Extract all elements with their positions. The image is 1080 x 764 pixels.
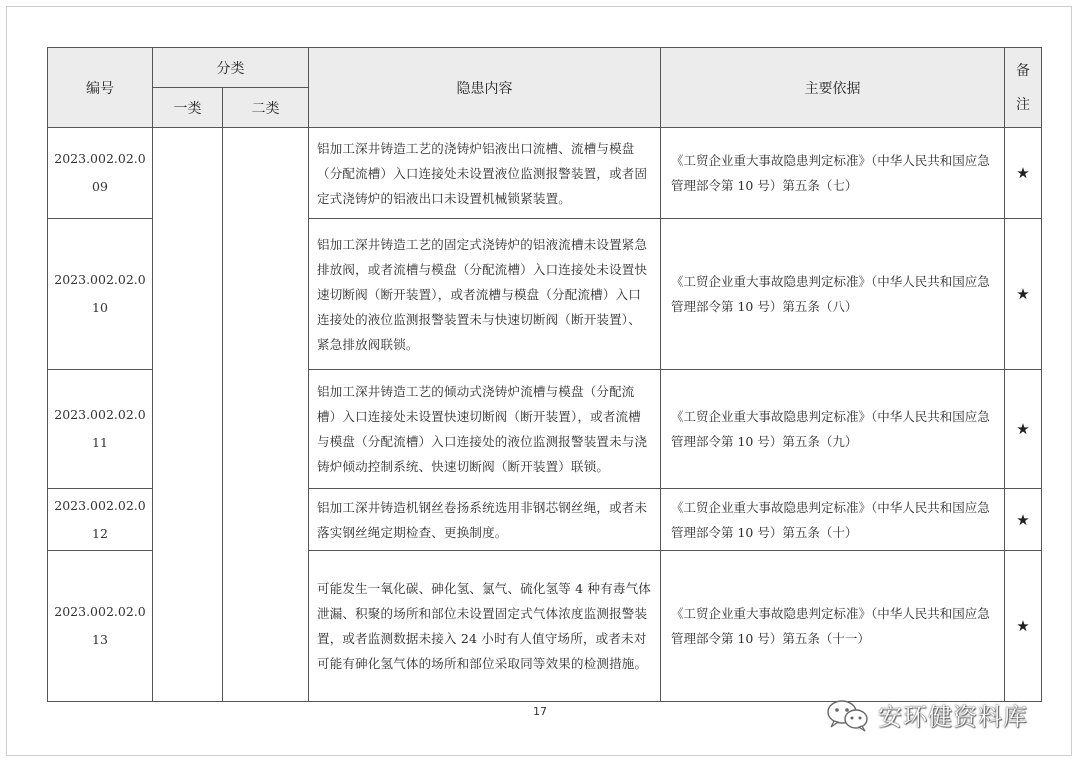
star-icon: ★ [1005,551,1042,702]
row-content: 铝加工深井铸造工艺的固定式浇铸炉的铝液流槽未设置紧急排放阀，或者流槽与模盘（分配流槽）入口连接处未设置快速切断阀（断开装置），或者流槽与模盘（分配流槽）入口连接处的液位监测报警装置未与快速切断阀（断开装置）、紧急排放阀联锁。 [309,219,661,370]
row-basis: 《工贸企业重大事故隐患判定标准》（中华人民共和国应急管理部令第 10 号）第五条（八） [661,219,1005,370]
cat2-cell [223,128,309,702]
row-basis: 《工贸企业重大事故隐患判定标准》（中华人民共和国应急管理部令第 10 号）第五条（九） [661,370,1005,489]
row-content: 铝加工深井铸造工艺的倾动式浇铸炉流槽与模盘（分配流槽）入口连接处未设置快速切断阀（断开装置），或者流槽与模盘（分配流槽）入口连接处的液位监测报警装置未与浇铸炉倾动控制系统、快速切断阀（断开装置）联锁。 [309,370,661,489]
watermark [826,697,1028,732]
row-code-line1: 2023.002.02.0 [54,604,146,619]
star-icon: ★ [1005,489,1042,551]
watermark-text: 安环健资料库 [878,703,1028,731]
header-content: 隐患内容 [309,48,661,128]
row-code-line1: 2023.002.02.0 [54,151,146,166]
header-remark [1005,48,1042,128]
row-code-line1: 2023.002.02.0 [54,407,146,422]
row-content: 铝加工深井铸造工艺的浇铸炉铝液出口流槽、流槽与模盘（分配流槽）入口连接处未设置液位监测报警装置，或者固定式浇铸炉的铝液出口未设置机械锁紧装置。 [309,128,661,219]
row-content: 可能发生一氧化碳、砷化氢、氯气、硫化氢等 4 种有毒气体泄漏、积聚的场所和部位未设置固定式气体浓度监测报警装置，或者监测数据未接入 24 小时有人值守场所，或者未对可能有砷化氢气体的场所和部位采取同等效果的检测措施。 [309,551,661,702]
star-icon: ★ [1005,219,1042,370]
row-code-line2: 12 [92,525,108,541]
star-icon: ★ [1005,128,1042,219]
page-number: 17 [533,705,547,718]
row-basis: 《工贸企业重大事故隐患判定标准》（中华人民共和国应急管理部令第 10 号）第五条（十） [661,489,1005,551]
table-row [48,128,1042,219]
header-remark-line2: 注 [1016,96,1030,113]
row-code-line2: 13 [92,632,108,647]
row-basis: 《工贸企业重大事故隐患判定标准》（中华人民共和国应急管理部令第 10 号）第五条（七） [661,128,1005,219]
row-code [48,370,153,489]
row-code-line2: 11 [92,435,108,450]
row-code [48,219,153,370]
hazard-table [47,47,1042,702]
header-code: 编号 [48,48,153,128]
row-code-line2: 10 [92,300,108,315]
row-code [48,128,153,219]
row-code-line2: 09 [92,179,108,194]
header-category: 分类 [153,48,309,88]
row-code-line1: 2023.002.02.0 [54,497,146,513]
row-code [48,551,153,702]
header-cat1: 一类 [153,88,223,128]
header-basis: 主要依据 [661,48,1005,128]
header-cat2: 二类 [223,88,309,128]
row-content: 铝加工深井铸造机钢丝卷扬系统选用非钢芯钢丝绳，或者未落实钢丝绳定期检查、更换制度。 [309,489,661,551]
star-icon: ★ [1005,370,1042,489]
row-basis: 《工贸企业重大事故隐患判定标准》（中华人民共和国应急管理部令第 10 号）第五条（十一） [661,551,1005,702]
header-remark-line1: 备 [1016,62,1030,79]
row-code [48,489,153,551]
cat1-cell [153,128,223,702]
wechat-icon [826,698,870,732]
row-code-line1: 2023.002.02.0 [54,272,146,287]
